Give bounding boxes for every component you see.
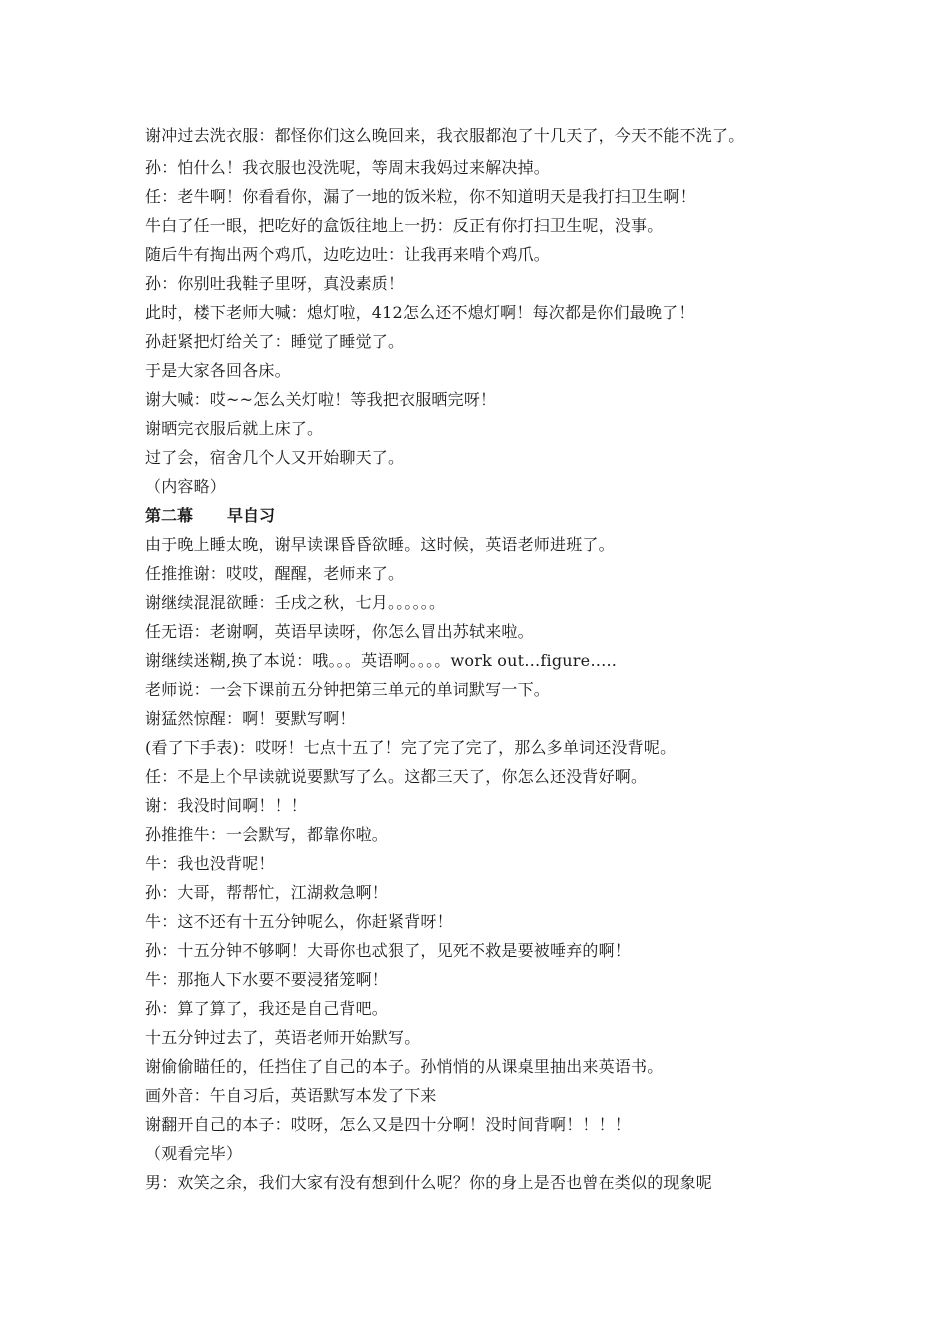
- text-line: 任无语：老谢啊，英语早读呀，你怎么冒出苏轼来啦。: [145, 622, 534, 641]
- text-line: 谢翻开自己的本子：哎呀，怎么又是四十分啊！没时间背啊！！！！: [145, 1115, 632, 1134]
- text-line: 画外音：午自习后，英语默写本发了下来: [145, 1086, 437, 1105]
- text-line: 随后牛有掏出两个鸡爪，边吃边吐：让我再来啃个鸡爪。: [145, 245, 551, 264]
- text-line: (看了下手表)：哎呀！七点十五了！完了完了完了，那么多单词还没背呢。: [145, 738, 677, 757]
- text-line: 任：老牛啊！你看看你，漏了一地的饭米粒，你不知道明天是我打扫卫生啊！: [145, 187, 696, 206]
- text-line: 谢继续迷糊,换了本说：哦。。。英语啊。。。。work out…figure…..: [145, 651, 618, 670]
- text-line: 孙：怕什么！我衣服也没洗呢，等周末我妈过来解决掉。: [145, 158, 551, 177]
- text-line: 孙：算了算了，我还是自己背吧。: [145, 999, 389, 1018]
- text-line: 过了会，宿舍几个人又开始聊天了。: [145, 448, 405, 467]
- text-line: 于是大家各回各床。: [145, 361, 291, 380]
- text-line: 谢：我没时间啊！！！: [145, 796, 308, 815]
- text-line: 孙推推牛：一会默写，都靠你啦。: [145, 825, 389, 844]
- act-title: 早自习: [227, 506, 276, 525]
- text-line: 孙：大哥，帮帮忙，江湖救急啊！: [145, 883, 389, 902]
- act-number: 第二幕: [145, 506, 194, 525]
- text-line: 十五分钟过去了，英语老师开始默写。: [145, 1028, 421, 1047]
- text-line: 孙：你别吐我鞋子里呀，真没素质！: [145, 274, 405, 293]
- text-line: 孙：十五分钟不够啊！大哥你也忒狠了，见死不救是要被唾弃的啊！: [145, 941, 632, 960]
- text-line: 谢大喊：哎~~怎么关灯啦！等我把衣服晒完呀！: [145, 390, 497, 409]
- text-line: 此时，楼下老师大喊：熄灯啦，412怎么还不熄灯啊！每次都是你们最晚了！: [145, 303, 695, 322]
- text-line: 谢继续混混欲睡：壬戌之秋，七月。。。。。。: [145, 593, 446, 612]
- text-line: 牛：那拖人下水要不要浸猪笼啊！: [145, 970, 389, 989]
- text-line: 牛：我也没背呢！: [145, 854, 275, 873]
- text-line: 谢晒完衣服后就上床了。: [145, 419, 324, 438]
- text-line: 牛：这不还有十五分钟呢么，你赶紧背呀！: [145, 912, 453, 931]
- text-line: 任推推谢：哎哎，醒醒，老师来了。: [145, 564, 405, 583]
- text-line: 男：欢笑之余，我们大家有没有想到什么呢？你的身上是否也曾在类似的现象呢: [145, 1173, 713, 1192]
- text-line: 谢偷偷瞄任的，任挡住了自己的本子。孙悄悄的从课桌里抽出来英语书。: [145, 1057, 664, 1076]
- act-heading: [145, 501, 815, 530]
- text-line: （观看完毕）: [145, 1144, 243, 1163]
- text-line: （内容略）: [145, 477, 227, 496]
- text-line: 老师说：一会下课前五分钟把第三单元的单词默写一下。: [145, 680, 551, 699]
- text-line: 谢猛然惊醒：啊！要默写啊！: [145, 709, 356, 728]
- text-line: 由于晚上睡太晚，谢早读课昏昏欲睡。这时候，英语老师进班了。: [145, 535, 615, 554]
- text-line: 任：不是上个早读就说要默写了么。这都三天了，你怎么还没背好啊。: [145, 767, 648, 786]
- document-body: [145, 124, 815, 1197]
- text-line: 牛白了任一眼，把吃好的盒饭往地上一扔：反正有你打扫卫生呢，没事。: [145, 216, 664, 235]
- text-line: 孙赶紧把灯给关了：睡觉了睡觉了。: [145, 332, 405, 351]
- text-line: 谢冲过去洗衣服：都怪你们这么晚回来，我衣服都泡了十几天了，今天不能不洗了。: [145, 126, 745, 145]
